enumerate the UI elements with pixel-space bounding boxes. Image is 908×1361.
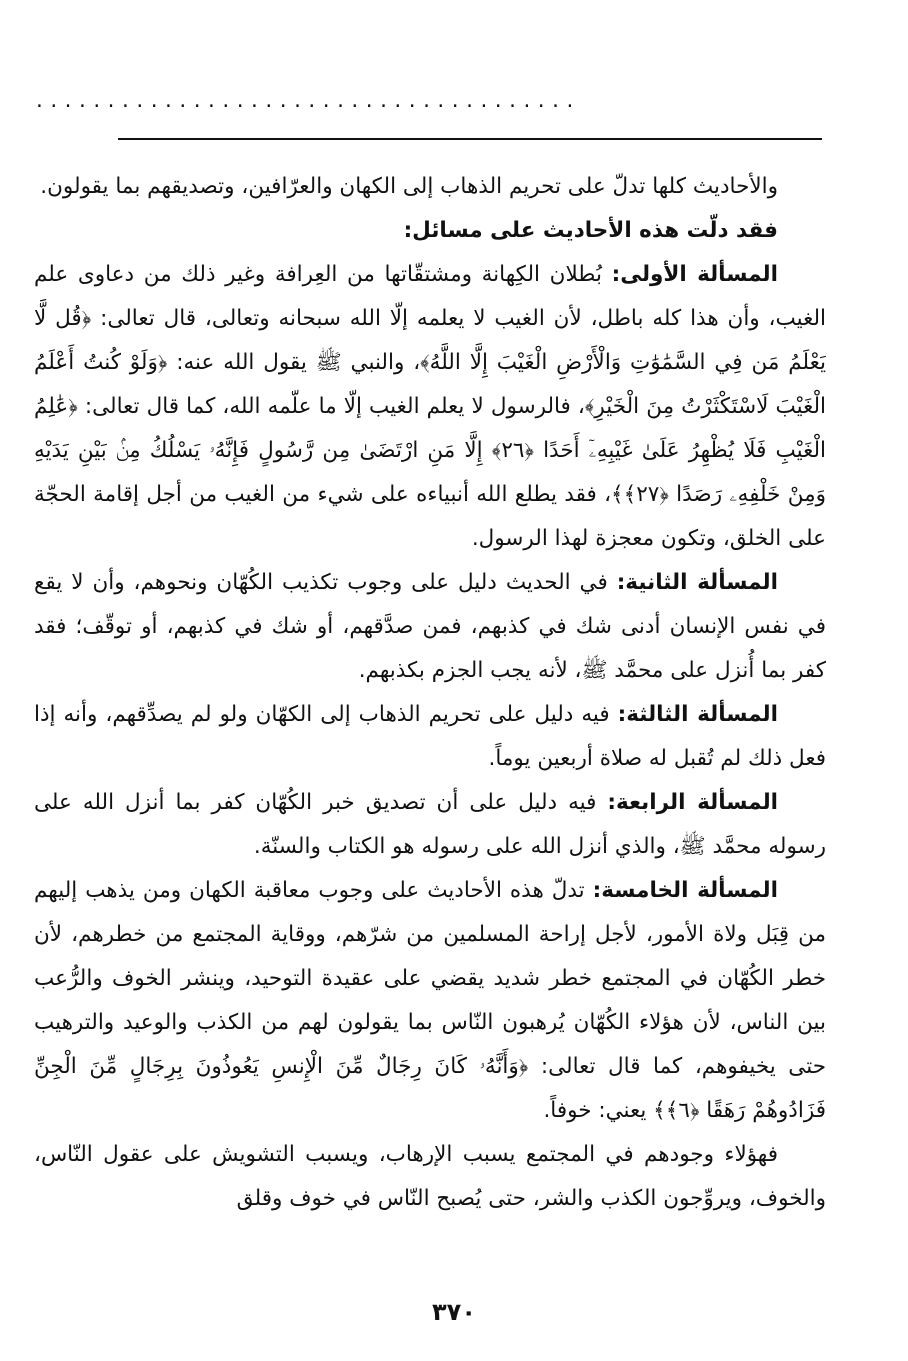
issue-2-text: في الحديث دليل على وجوب تكذيب الكُهّان ونحوهم، وأن لا يقع في نفس الإنسان أدنى شك في كذبهم، فمن صدَّقهم، أو شك في كذبهم، أو توقّف؛ فقد كفر بما أُنزل على محمَّد ﷺ، لأنه يجب الجزم بكذبهم. [34,570,826,683]
issue-4-heading: المسألة الرابعة: [607,790,779,815]
issue-4-text: فيه دليل على أن تصديق خبر الكُهّان كفر بما أنزل الله على رسوله محمَّد ﷺ، والذي أنزل الله على رسوله هو الكتاب والسنّة. [34,790,826,859]
issue-3-heading: المسألة الثالثة: [617,702,778,727]
paragraph-closing: فهؤلاء وجودهم في المجتمع يسبب الإرهاب، ويسبب التشويش على عقول النّاس، والخوف، ويروِّجون الكذب والشر، حتى يُصبح النّاس في خوف وقلق [34,1142,826,1211]
issue-5-heading: المسألة الخامسة: [592,878,778,903]
issue-5-text: تدلّ هذه الأحاديث على وجوب معاقبة الكهان ومن يذهب إليهم من قِبَل ولاة الأمور، لأجل إراحة المسلمين من شرّهم، ووقاية المجتمع من خطرهم، لأن خطر الكُهّان في المجتمع خطر شديد يقضي على عقيدة التوحيد، وينشر الخوف والرُّعب بين الناس، لأن هؤلاء الكُهّان يُرهبون النّاس بما يقولون لهم من الكذب والوعيد والترهيب حتى يخيفوهم، كما قال تعالى: ﴿وَأَنَّهُۥ كَانَ رِجَالٌ مِّنَ الْإِنسِ يَعُوذُونَ بِرِجَالٍ مِّنَ الْجِنِّ فَزَادُوهُمْ رَهَقًا ﴿٦﴾﴾ يعني: خوفاً. [34,878,826,1123]
paragraph-issue-3 [34,693,826,781]
paragraph-issue-2 [34,561,826,693]
issue-1-text: بُطلان الكِهانة ومشتقّاتها من العِرافة وغير ذلك من دعاوى علم الغيب، وأن هذا كله باطل، لأن الغيب لا يعلمه إلّا الله سبحانه وتعالى، قال تعالى: ﴿قُل لَّا يَعْلَمُ مَن فِي السَّمَٰوَٰتِ وَالْأَرْضِ الْغَيْبَ إِلَّا اللَّهُ﴾، والنبي ﷺ يقول الله عنه: ﴿وَلَوْ كُنتُ أَعْلَمُ الْغَيْبَ لَاسْتَكْثَرْتُ مِنَ الْخَيْرِ﴾، فالرسول لا يعلم الغيب إلّا ما علّمه الله، كما قال تعالى: ﴿عَٰلِمُ الْغَيْبِ فَلَا يُظْهِرُ عَلَىٰ غَيْبِهِۦٓ أَحَدًا ﴿٢٦﴾ إِلَّا مَنِ ارْتَضَىٰ مِن رَّسُولٍ فَإِنَّهُۥ يَسْلُكُ مِنۢ بَيْنِ يَدَيْهِ وَمِنْ خَلْفِهِۦ رَصَدًا ﴿٢٧﴾﴾، فقد يطلع الله أنبياءه على شيء من الغيب من أجل إقامة الحجّة على الخلق، وتكون معجزة لهذا الرسول. [34,262,826,551]
page-body [34,165,826,1300]
issue-2-heading: المسألة الثانية: [616,570,778,595]
header-dotted-line: ...................................... [34,92,579,112]
header-rule [118,138,822,140]
paragraph-issue-4 [34,781,826,869]
paragraph-issue-1 [34,253,826,561]
page-number: ٣٧٠ [432,1298,476,1326]
paragraph-intro: والأحاديث كلها تدلّ على تحريم الذهاب إلى الكهان والعرّافين، وتصديقهم بما يقولون. [40,174,778,199]
issue-3-text: فيه دليل على تحريم الذهاب إلى الكهّان ولو لم يصدِّقهم، وأنه إذا فعل ذلك لم تُقبل له صلاة أربعين يوماً. [34,702,826,771]
paragraph-issue-5 [34,869,826,1133]
issue-1-heading: المسألة الأولى: [611,262,778,287]
paragraph-issues-heading: فقد دلّت هذه الأحاديث على مسائل: [403,218,778,243]
